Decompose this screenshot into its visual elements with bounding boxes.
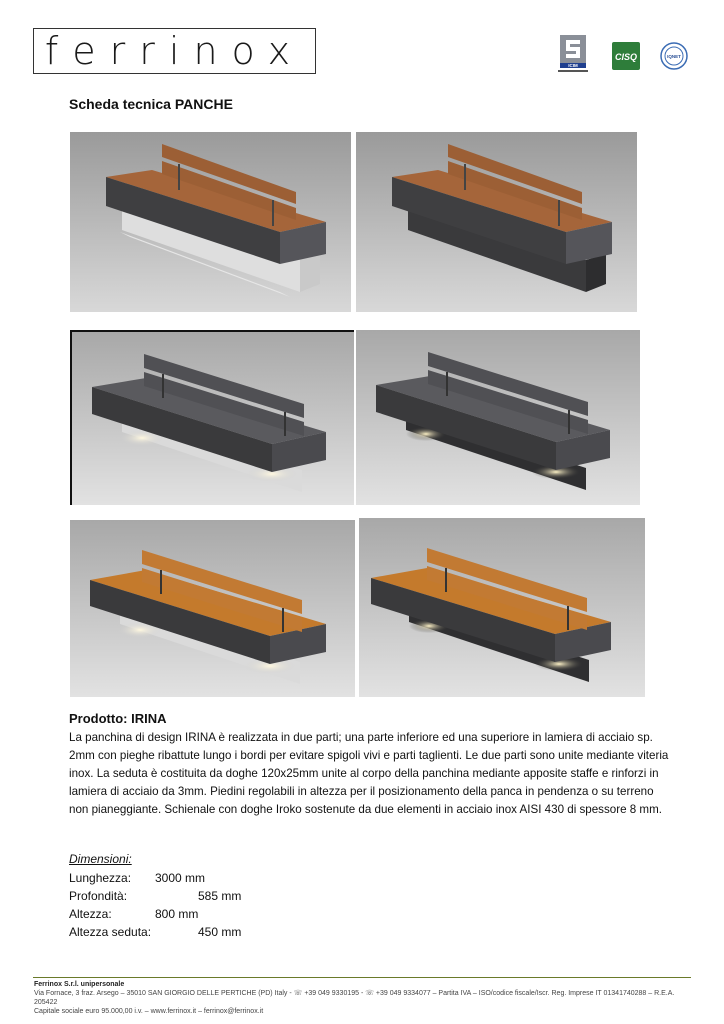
bench-photo-4 (356, 330, 640, 505)
footer-capital: Capitale sociale euro 95.000,00 i.v. – www.ferrinox.it – ferrinox@ferrinox.it (34, 1008, 264, 1015)
page-title: Scheda tecnica PANCHE (69, 96, 233, 112)
iqnet-label: IQNET (667, 54, 681, 59)
bench-image (72, 332, 354, 505)
bench-image (70, 520, 355, 697)
footer-address: Via Fornace, 3 fraz. Arsego – 35010 SAN GIORGIO DELLE PERTICHE (PD) Italy - ☏ +39 049 9330195 - ☏ +39 049 9334077 – Partita IVA – ISO/codice fiscale/Iscr. Reg. Imprese IT 01341740288 – R.E.A. 205422 (34, 990, 675, 1006)
dimension-value: 3000 mm (155, 871, 206, 885)
bench-photo-2 (356, 132, 637, 312)
cisq-certification-logo (612, 42, 640, 70)
product-description: La panchina di design IRINA è realizzata in due parti; una parte inferiore ed una superiore in lamiera di acciaio sp. 2mm con pieghe ribattute lungo i bordi per evitare spigoli vivi e parti taglienti. Le due parti sono unite mediante viteria inox. La seduta è costituita da doghe 120x25mm unite al corpo della panchina mediante apposite staffe e rinforzi in lamiera di acciaio da 3mm. Piedini regolabili in altezza per il posizionamento della panca in pendenza o su terreno non pianeggiante. Schienale con doghe Iroko sostenute da due elementi in acciaio inox AISI 430 di spessore 8 mm. (69, 731, 669, 816)
bench-image (356, 330, 640, 505)
logo-text: ferrinox (44, 29, 305, 73)
icim-label: ICIM (568, 63, 578, 68)
bench-photo-5 (70, 520, 355, 697)
bench-image (359, 518, 645, 697)
iqnet-certification-logo (660, 42, 688, 70)
footer-company: Ferrinox S.r.l. unipersonale (34, 981, 125, 988)
bench-photo-1 (70, 132, 351, 312)
footer (34, 980, 694, 1016)
dimension-value: 450 mm (198, 925, 242, 939)
footer-divider (33, 977, 691, 978)
dimension-value: 800 mm (155, 907, 199, 921)
bench-image (356, 132, 637, 312)
product-title: Prodotto: IRINA (69, 711, 167, 726)
dimension-label: Altezza seduta: (69, 925, 152, 939)
icim-certification-logo (556, 34, 590, 74)
dimension-label: Lunghezza: (69, 871, 132, 885)
bench-photo-6 (359, 518, 645, 697)
bench-image (70, 132, 351, 312)
dimension-value: 585 mm (198, 889, 242, 903)
dimensions-heading: Dimensioni: (69, 852, 132, 866)
company-logo (33, 28, 316, 74)
cisq-label: CISQ (614, 52, 638, 62)
bench-photo-3 (70, 330, 354, 505)
dimension-label: Profondità: (69, 889, 128, 903)
dimension-label: Altezza: (69, 907, 112, 921)
